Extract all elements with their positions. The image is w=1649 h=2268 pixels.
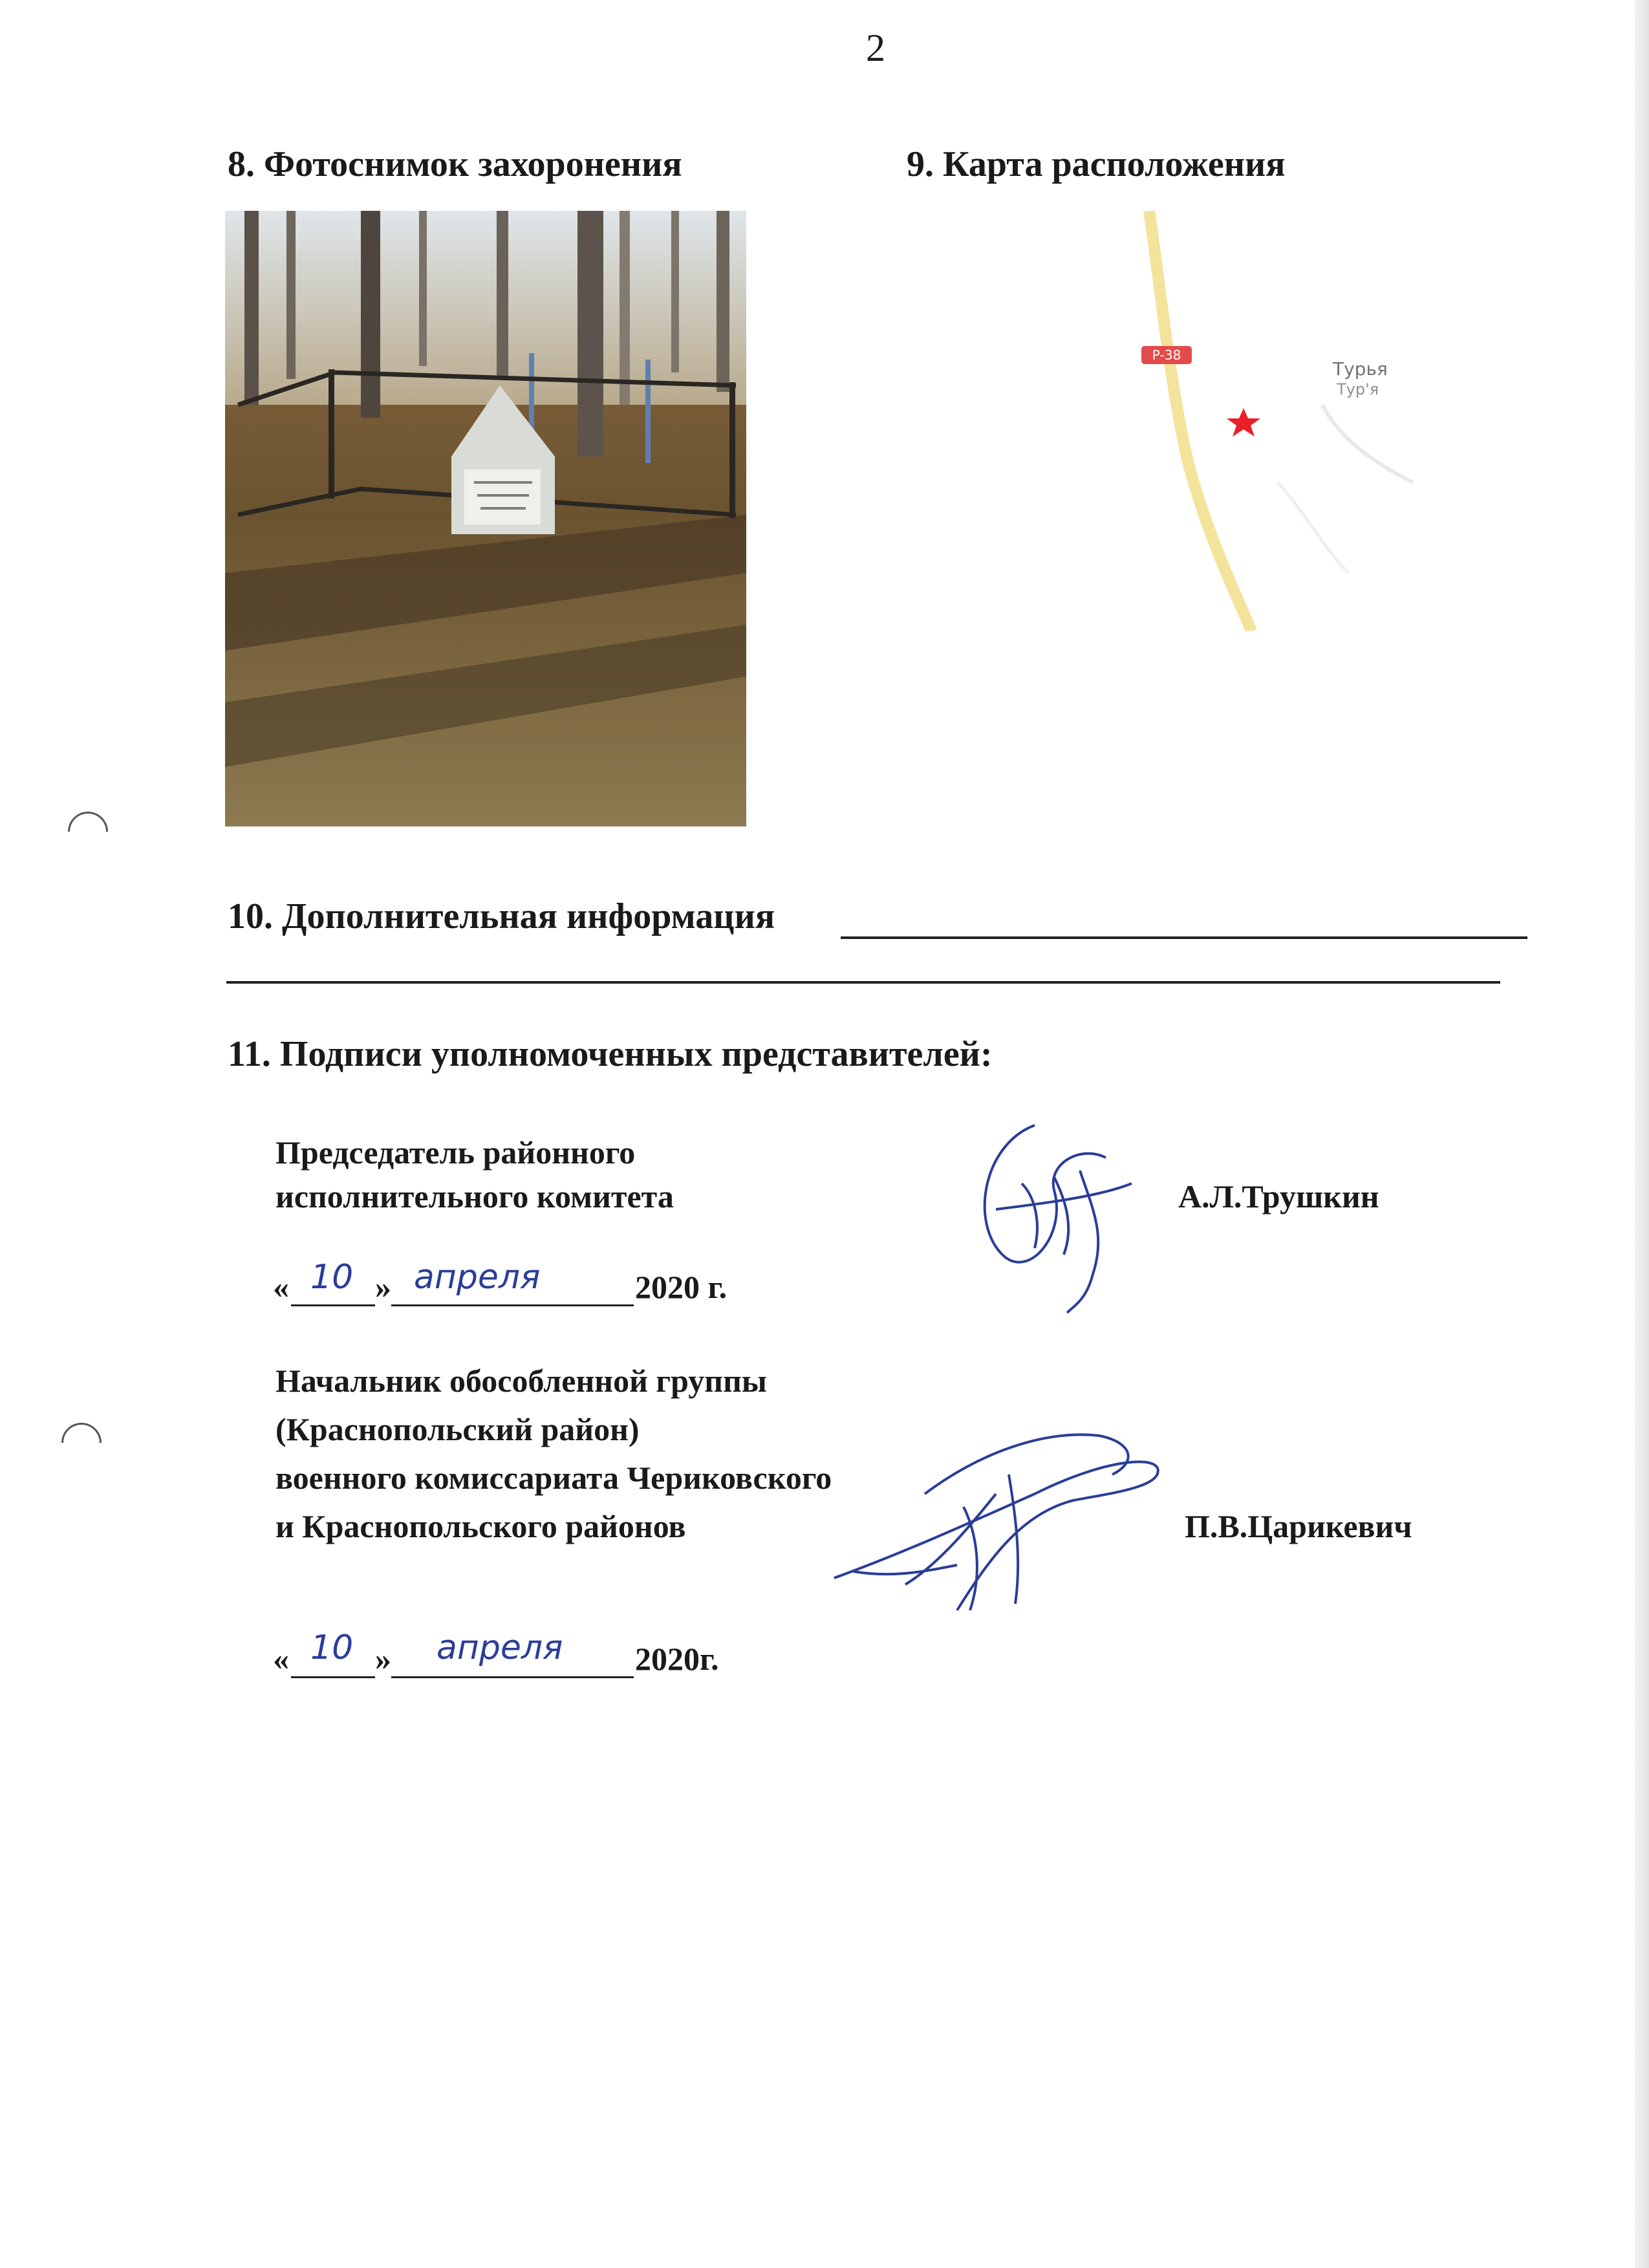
place-name-label: Турья [1333,358,1388,380]
signature-icon [957,1106,1138,1319]
place-name-alt-label: Тур'я [1337,380,1379,398]
signatory2-name: П.В.Царикевич [1185,1508,1412,1544]
burial-photo [225,211,746,826]
additional-info-line [841,936,1527,939]
signatory1-name: А.Л.Трушкин [1178,1178,1379,1215]
signatory1-position-line2: исполнительного комитета [275,1178,674,1215]
signatory2-date-day: 10 [310,1628,354,1667]
additional-info-line [226,981,1500,984]
signatory1-date-mid: » [375,1269,391,1305]
signatory2-position-line4: и Краснопольского районов [275,1508,686,1544]
signature-icon [828,1416,1164,1617]
photo-section-title: 8. Фотоснимок захоронения [228,144,682,184]
page-number: 2 [866,27,885,69]
month-line [391,1676,634,1678]
signatory1-position-line1: Председатель районного [275,1134,636,1171]
signatory1-date-year: 2020 г. [635,1269,727,1305]
additional-info-title: 10. Дополнительная информация [228,896,775,936]
map-section-title: 9. Карта расположения [907,144,1286,184]
punch-hole-mark [59,803,116,860]
location-map [1090,211,1439,631]
signatory1-date-open: « [273,1269,289,1305]
signatory2-date-year: 2020г. [635,1641,719,1677]
signatory2-date-month: апреля [436,1628,563,1667]
signatory2-date-mid: » [375,1641,391,1677]
signatory1-date-month: апреля [414,1258,541,1297]
signatures-title: 11. Подписи уполномоченных представителей: [228,1034,993,1074]
road-label: Р-38 [1152,347,1181,363]
day-line [291,1676,375,1678]
signatory2-position-line3: военного комиссариата Чериковского [275,1460,832,1496]
month-line [391,1304,634,1306]
signatory2-date-open: « [273,1641,289,1677]
signatory2-position-line2: (Краснопольский район) [275,1411,640,1447]
day-line [291,1304,375,1306]
scan-edge [1635,0,1649,2268]
signatory2-position-line1: Начальник обособленной группы [275,1363,767,1399]
punch-hole-mark [53,1414,110,1471]
signatory1-date-day: 10 [310,1258,354,1297]
red-star-icon [1224,406,1263,438]
